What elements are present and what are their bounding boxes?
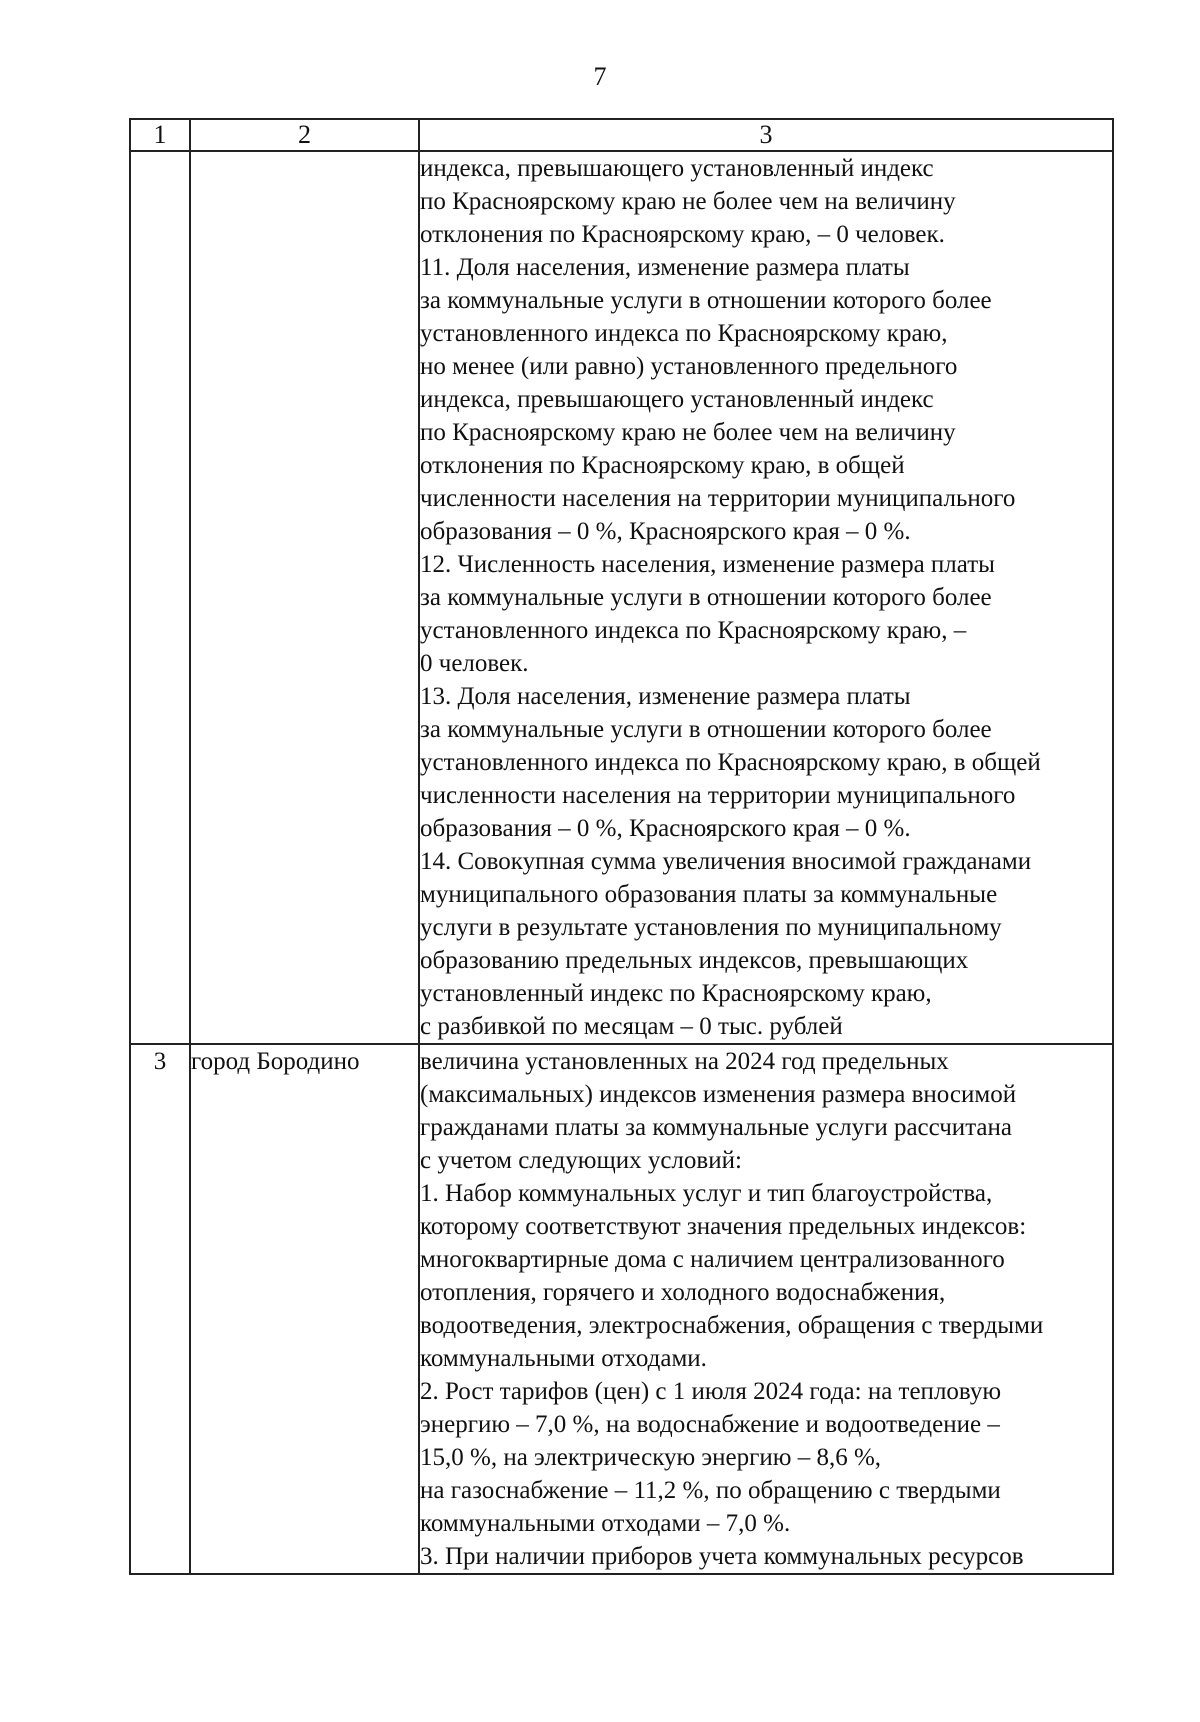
text-line: отопления, горячего и холодного водоснабжения,	[420, 1279, 946, 1306]
text-line: по Красноярскому краю не более чем на величину	[420, 419, 956, 446]
row-number: 3	[130, 1044, 190, 1574]
text-line: водоотведения, электроснабжения, обращения с твердыми	[420, 1312, 1044, 1339]
text-line: 2. Рост тарифов (цен) с 1 июля 2024 года: на тепловую	[420, 1378, 1002, 1405]
text-line: но менее (или равно) установленного предельного	[420, 353, 958, 380]
header-col-2: 2	[190, 119, 419, 151]
text-line: индекса, превышающего установленный индекс	[420, 155, 934, 182]
text-line: гражданами платы за коммунальные услуги рассчитана	[420, 1114, 1012, 1141]
text-line: муниципального образования платы за коммунальные	[420, 881, 998, 908]
text-line: 0 человек.	[420, 650, 529, 677]
table-row-3	[130, 1044, 1113, 1574]
text-line: установленного индекса по Красноярскому краю, –	[420, 617, 967, 644]
text-line: отклонения по Красноярскому краю, – 0 человек.	[420, 221, 945, 248]
text-line: величина установленных на 2024 год предельных	[420, 1048, 949, 1075]
table-row-continuation	[130, 151, 1113, 1044]
text-line: с учетом следующих условий:	[420, 1147, 742, 1174]
text-line: многоквартирные дома с наличием централизованного	[420, 1246, 1005, 1273]
text-line: за коммунальные услуги в отношении которого более	[420, 716, 992, 743]
text-line: образования – 0 %, Красноярского края – 0 %.	[420, 518, 911, 545]
continuation-number-cell	[130, 151, 190, 1044]
text-line: за коммунальные услуги в отношении которого более	[420, 584, 992, 611]
text-line: 11. Доля населения, изменение размера платы	[420, 254, 910, 281]
text-line: установленный индекс по Красноярскому краю,	[420, 980, 932, 1007]
header-col-1: 1	[130, 119, 190, 151]
index-table	[129, 118, 1114, 1575]
text-line: отклонения по Красноярскому краю, в общей	[420, 452, 905, 479]
text-line: энергию – 7,0 %, на водоснабжение и водоотведение –	[420, 1411, 1000, 1438]
text-line: 13. Доля населения, изменение размера платы	[420, 683, 911, 710]
text-line: численности населения на территории муниципального	[420, 782, 1016, 809]
row3-text-cell	[419, 1044, 1113, 1574]
text-line: численности населения на территории муниципального	[420, 485, 1016, 512]
text-line: 15,0 %, на электрическую энергию – 8,6 %,	[420, 1444, 882, 1471]
text-line: коммунальными отходами – 7,0 %.	[420, 1510, 791, 1537]
continuation-city-cell	[190, 151, 419, 1044]
text-line: 1. Набор коммунальных услуг и тип благоустройства,	[420, 1180, 993, 1207]
text-line: (максимальных) индексов изменения размера вносимой	[420, 1081, 1017, 1108]
text-line: образованию предельных индексов, превышающих	[420, 947, 969, 974]
municipality-name: город Бородино	[190, 1044, 419, 1574]
text-line: 12. Численность населения, изменение размера платы	[420, 551, 995, 578]
text-line: индекса, превышающего установленный индекс	[420, 386, 934, 413]
text-line: с разбивкой по месяцам – 0 тыс. рублей	[420, 1013, 843, 1040]
text-line: 14. Совокупная сумма увеличения вносимой гражданами	[420, 848, 1032, 875]
text-line: образования – 0 %, Красноярского края – 0 %.	[420, 815, 911, 842]
continuation-text-cell	[419, 151, 1113, 1044]
text-line: за коммунальные услуги в отношении которого более	[420, 287, 992, 314]
text-line: по Красноярскому краю не более чем на величину	[420, 188, 956, 215]
text-line: 3. При наличии приборов учета коммунальных ресурсов	[420, 1543, 1024, 1570]
text-line: на газоснабжение – 11,2 %, по обращению с твердыми	[420, 1477, 1001, 1504]
text-line: которому соответствуют значения предельных индексов:	[420, 1213, 1027, 1240]
header-col-3: 3	[419, 119, 1113, 151]
text-line: коммунальными отходами.	[420, 1345, 707, 1372]
text-line: установленного индекса по Красноярскому краю,	[420, 320, 948, 347]
text-line: услуги в результате установления по муниципальному	[420, 914, 1002, 941]
text-line: установленного индекса по Красноярскому краю, в общей	[420, 749, 1041, 776]
table-header-row	[130, 119, 1113, 151]
page-number: 7	[593, 62, 607, 91]
